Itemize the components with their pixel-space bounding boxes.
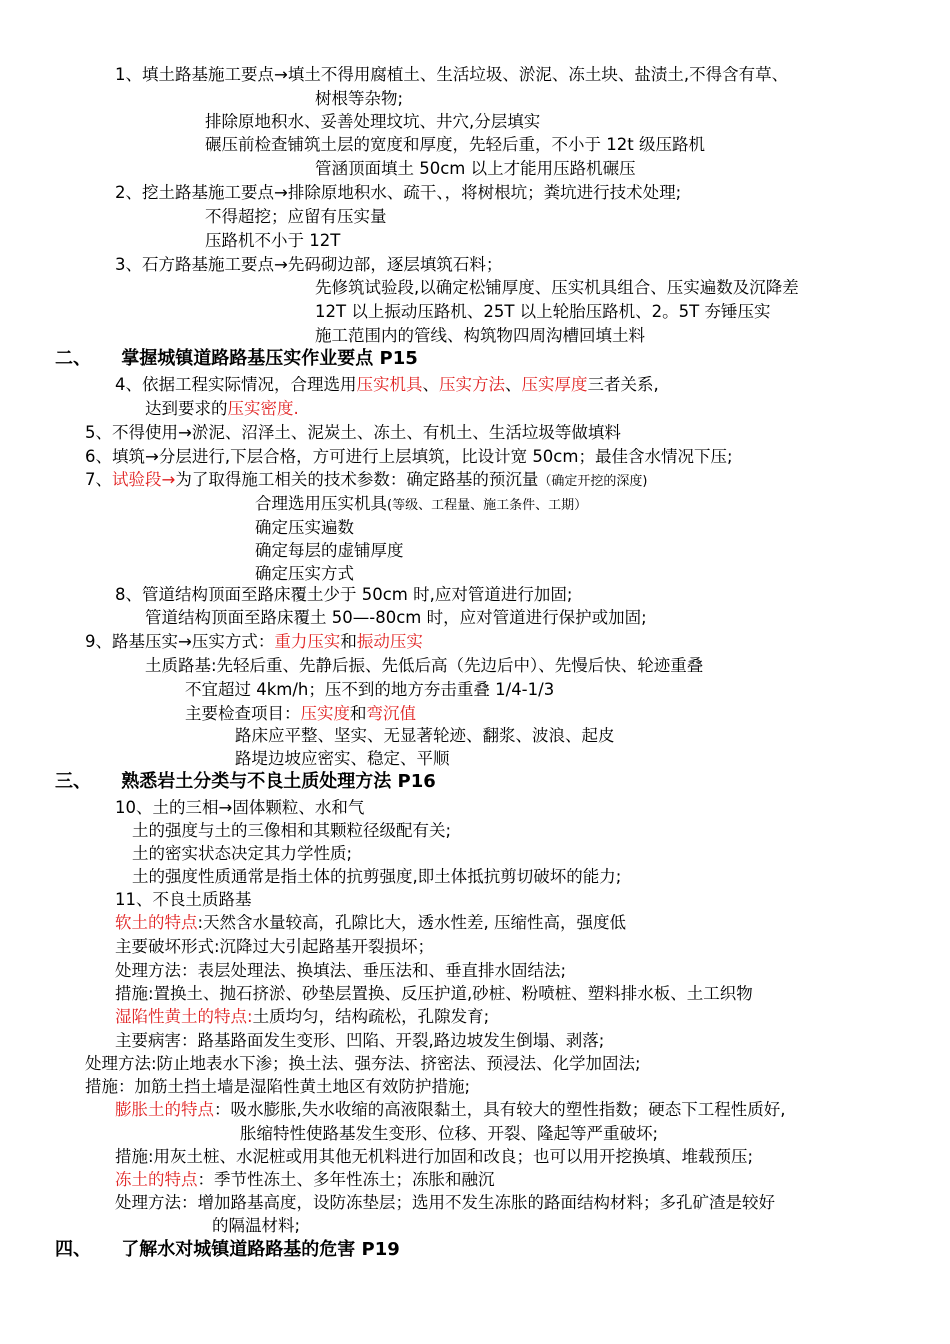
text-line: 12T 以上振动压路机、25T 以上轮胎压路机、2。5T 夯锤压实: [315, 302, 771, 321]
section-number: 二、: [55, 348, 91, 369]
text-span: 和: [350, 704, 367, 723]
text-line: 碾压前检查铺筑土层的宽度和厚度，先轻后重，不小于 12t 级压路机: [205, 135, 705, 154]
text-line: 路堤边坡应密实、稳定、平顺: [235, 749, 450, 768]
text-line: [115, 1099, 786, 1121]
highlight-text: 湿陷性黄土的特点:: [115, 1007, 253, 1026]
text-line: 处理方法：增加路基高度，设防冻垫层；选用不发生冻胀的路面结构材料；多孔矿渣是较好: [115, 1193, 775, 1212]
section-title: 熟悉岩土分类与不良土质处理方法 P16: [121, 771, 436, 792]
small-note: (等级、工程量、施工条件、工期）: [387, 498, 588, 513]
text-span: 9、路基压实→压实方式：: [85, 632, 275, 651]
text-line: 3、石方路基施工要点→先码砌边部，逐层填筑石料；: [115, 255, 503, 274]
text-line: 主要病害：路基路面发生变形、凹陷、开裂,路边坡发生倒塌、剥落;: [115, 1031, 605, 1050]
text-line: 6、填筑→分层进行,下层合格，方可进行上层填筑，比设计宽 50cm；最佳含水情况下压;: [85, 447, 733, 466]
highlight-text: 压实度: [300, 704, 350, 723]
text-span: 和: [340, 632, 357, 651]
text-line: 8、管道结构顶面至路床覆土少于 50cm 时,应对管道进行加固;: [115, 585, 573, 604]
highlight-text: 压实密度.: [227, 399, 299, 418]
text-span: 土质均匀，结构疏松，孔隙发育;: [252, 1007, 490, 1026]
text-span: 为了取得施工相关的技术参数：确定路基的预沉量: [175, 470, 539, 489]
text-line: 路床应平整、坚实、无显著轮迹、翻浆、波浪、起皮: [235, 726, 615, 745]
text-span: :天然含水量较高，孔隙比大，透水性差, 压缩性高，强度低: [197, 913, 627, 932]
small-note: （确定开挖的深度): [538, 474, 648, 489]
text-line: 先修筑试验段,以确定松铺厚度、压实机具组合、压实遍数及沉降差: [315, 278, 799, 297]
text-line: 土的密实状态决定其力学性质;: [132, 844, 353, 863]
text-line: 11、不良土质路基: [115, 890, 252, 909]
text-span: 7、: [85, 470, 112, 489]
section-heading: [55, 1239, 400, 1261]
section-title: 掌握城镇道路路基压实作业要点 P15: [121, 348, 418, 369]
text-line: 处理方法:防止地表水下渗；换土法、强夯法、挤密法、预浸法、化学加固法;: [85, 1054, 641, 1073]
text-span: 、: [505, 375, 522, 394]
text-line: 确定每层的虚铺厚度: [255, 541, 404, 560]
text-line: 土质路基:先轻后重、先静后振、先低后高（先边后中）、先慢后快、轮迹重叠: [145, 656, 704, 675]
highlight-text: 试验段→: [112, 470, 176, 489]
text-span: 4、依据工程实际情况，合理选用: [115, 375, 357, 394]
text-line: 措施:置换土、抛石挤淤、砂垫层置换、反压护道,砂桩、粉喷桩、塑料排水板、土工织物: [115, 984, 753, 1003]
text-line: 2、挖土路基施工要点→排除原地积水、疏干、，将树根坑；粪坑进行技术处理;: [115, 183, 682, 202]
text-line: 5、不得使用→淤泥、沼泽土、泥炭土、冻土、有机土、生活垃圾等做填料: [85, 423, 621, 442]
text-line: [145, 398, 299, 420]
text-line: 10、土的三相→固体颗粒、水和气: [115, 798, 365, 817]
text-span: 合理选用压实机具: [255, 494, 387, 513]
text-line: [185, 703, 416, 725]
text-line: 土的强度性质通常是指土体的抗剪强度,即土体抵抗剪切破坏的能力;: [132, 867, 622, 886]
text-line: [115, 912, 626, 934]
text-line: [115, 374, 659, 396]
highlight-text: 压实厚度: [521, 375, 588, 394]
highlight-text: 冻土的特点: [115, 1170, 198, 1189]
text-line: [115, 1169, 495, 1191]
text-line: 不宜超过 4km/h；压不到的地方夯击重叠 1/4-1/3: [185, 680, 555, 699]
text-span: 主要检查项目：: [185, 704, 301, 723]
text-line: [115, 1006, 489, 1028]
text-line: 的隔温材料;: [212, 1216, 301, 1235]
text-line: 措施：加筋土挡土墙是湿陷性黄土地区有效防护措施;: [85, 1077, 471, 1096]
highlight-text: 膨胀土的特点: [115, 1100, 214, 1119]
text-span: ：季节性冻土、多年性冻土；冻胀和融沉: [197, 1170, 495, 1189]
text-line: [85, 631, 423, 653]
text-line: 管涵顶面填土 50cm 以上才能用压路机碾压: [315, 159, 636, 178]
text-line: 措施:用灰土桩、水泥桩或用其他无机料进行加固和改良；也可以用开挖换填、堆载预压;: [115, 1147, 754, 1166]
text-line: 压路机不小于 12T: [205, 231, 341, 250]
text-span: 、: [422, 375, 439, 394]
section-heading: [55, 348, 418, 370]
text-line: 土的强度与土的三像相和其颗粒径级配有关;: [132, 821, 452, 840]
highlight-text: 弯沉值: [366, 704, 416, 723]
section-number: 三、: [55, 771, 91, 792]
highlight-text: 软土的特点: [115, 913, 198, 932]
text-line: [255, 493, 587, 517]
section-title: 了解水对城镇道路路基的危害 P19: [121, 1239, 400, 1260]
text-span: ：吸水膨胀,失水收缩的高液限黏土，具有较大的塑性指数；硬态下工程性质好,: [214, 1100, 786, 1119]
text-line: 1、填土路基施工要点→填土不得用腐植土、生活垃圾、淤泥、冻土块、盐渍土,不得含有草、: [115, 65, 789, 84]
highlight-text: 重力压实: [274, 632, 341, 651]
text-line: 不得超挖；应留有压实量: [205, 207, 387, 226]
text-line: [85, 469, 647, 493]
text-line: 确定压实方式: [255, 564, 354, 583]
text-line: 树根等杂物;: [315, 89, 404, 108]
text-line: 确定压实遍数: [255, 518, 354, 537]
text-line: 管道结构顶面至路床覆土 50—-80cm 时，应对管道进行保护或加固;: [145, 608, 647, 627]
section-heading: [55, 771, 436, 793]
text-span: 达到要求的: [145, 399, 228, 418]
text-line: 主要破坏形式:沉降过大引起路基开裂损坏；: [115, 937, 435, 956]
text-line: 排除原地积水、妥善处理坟坑、井穴,分层填实: [205, 112, 541, 131]
text-line: 胀缩特性使路基发生变形、位移、开裂、隆起等严重破坏;: [240, 1124, 659, 1143]
text-span: 三者关系,: [587, 375, 659, 394]
highlight-text: 压实机具: [356, 375, 423, 394]
text-line: 施工范围内的管线、构筑物四周沟槽回填土料: [315, 326, 645, 345]
highlight-text: 压实方法: [439, 375, 505, 394]
text-line: 处理方法：表层处理法、换填法、垂压法和、垂直排水固结法;: [115, 961, 567, 980]
section-number: 四、: [55, 1239, 91, 1260]
highlight-text: 振动压实: [356, 632, 423, 651]
